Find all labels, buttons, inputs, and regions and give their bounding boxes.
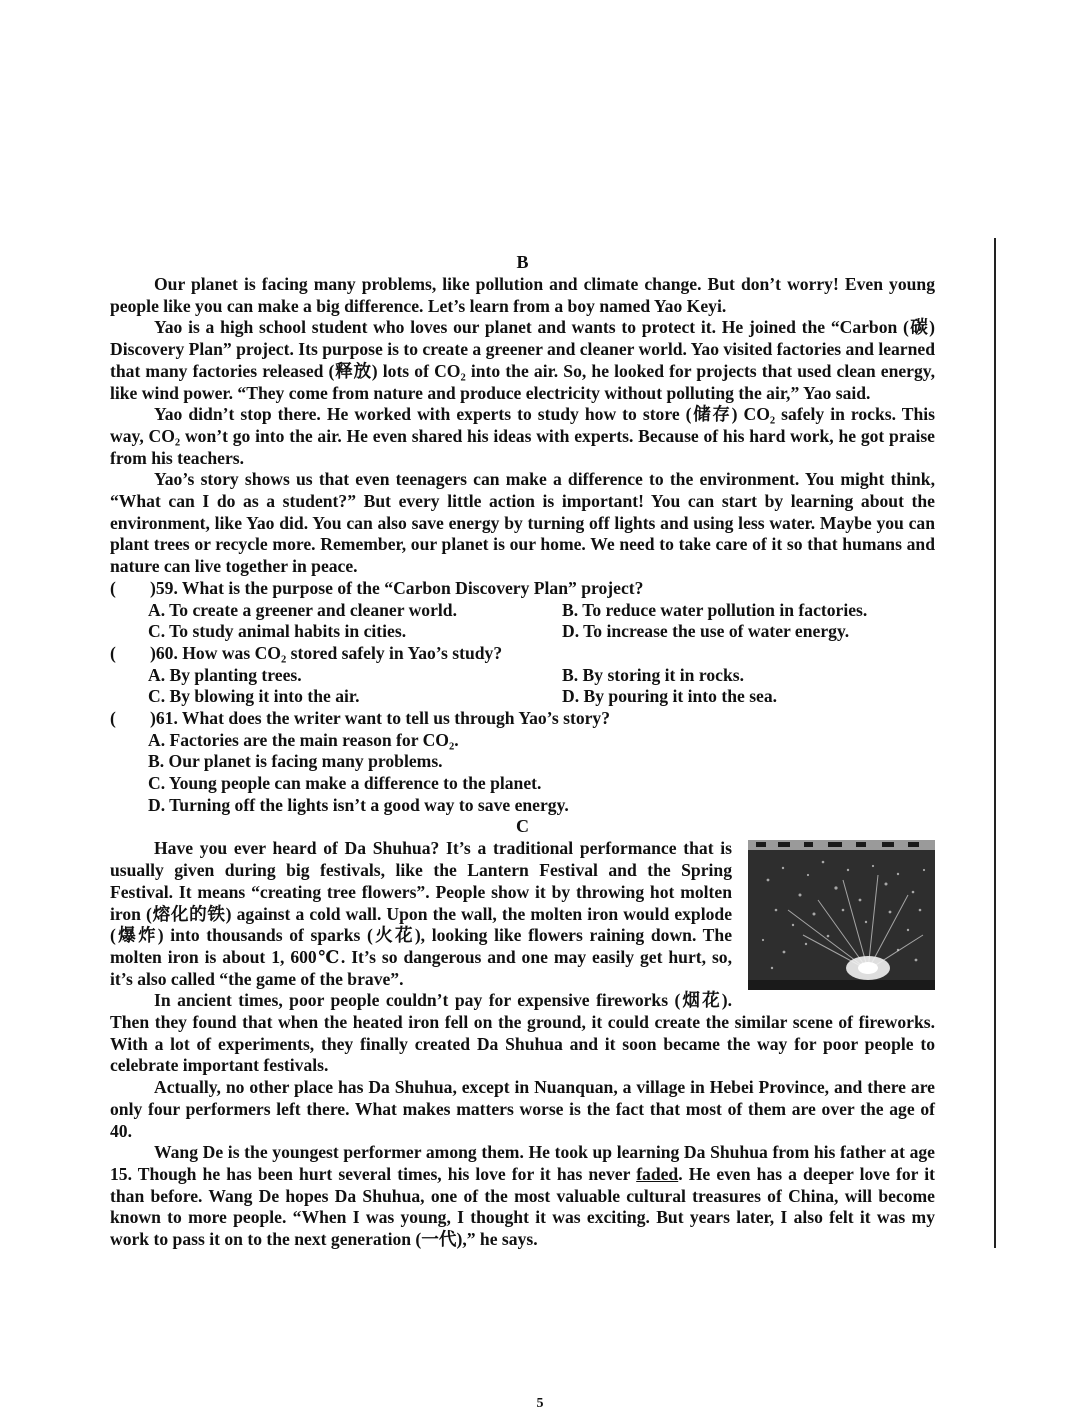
section-c-passage xyxy=(110,838,935,1250)
question-60 xyxy=(110,643,935,665)
section-c-title: C xyxy=(516,816,529,837)
section-b-paragraph-1: Our planet is facing many problems, like pollution and climate change. But don’t worry! Even young people like you can make a big difference. Let’s learn from a boy named Yao Keyi. xyxy=(110,274,935,316)
q61-option-d: D. Turning off the lights isn’t a good way to save energy. xyxy=(148,794,569,815)
exam-page-content xyxy=(110,252,935,1251)
section-c-paragraph-3: Actually, no other place has Da Shuhua, except in Nuanquan, a village in Hebei Province, and there are only four performers left there. What makes matters worse is the fact that most of them are over the age of 40. xyxy=(110,1077,935,1141)
sparks-photo-icon xyxy=(748,840,935,990)
answer-blank[interactable]: ( xyxy=(110,707,116,728)
q61-option-c: C. Young people can make a difference to the planet. xyxy=(148,773,542,794)
section-b-paragraph-4: Yao’s story shows us that even teenagers can make a difference to the environment. You might think, “What can I do as a student?” But every little action is important! You can start by learning about the environment, like Yao did. You can also save energy by turning off lights and using less water. Maybe you can plant trees or recycle more. Remember, our planet is our home. We need to take care of it so that humans and nature can live together in peace. xyxy=(110,469,935,577)
q61-option-b: B. Our planet is facing many problems. xyxy=(148,751,443,772)
section-b-paragraph-3: Yao didn’t stop there. He worked with experts to study how to store (储存) CO₂ safely in rocks. This way, CO₂ won’t go into the air. He even shared his ideas with experts. Because of his hard work, he got praise from his teachers. xyxy=(110,404,935,468)
answer-blank[interactable]: ( xyxy=(110,577,116,598)
question-61 xyxy=(110,708,935,730)
section-b-paragraph-2: Yao is a high school student who loves our planet and wants to protect it. He joined the “Carbon (碳) Discovery Plan” project. Its purpose is to create a greener and cleaner world. Yao visited factories and learned that many factories released (释放) lots of CO₂ into the air. So, he looked for projects that used clean energy, like wind power. “They come from nature and produce electricity without polluting the air,” Yao said. xyxy=(110,317,935,403)
paragraph-4-text-after: . He even has a deeper love for it than before. Wang De hopes Da Shuhua, one of the most valuable cultural treasures of China, will become known to more people. “When I was young, I thought it was exciting. But years later, I also felt it was my work to pass it on to the next generation (一代),” he says. xyxy=(110,1163,935,1250)
q60-option-b: B. By storing it in rocks. xyxy=(562,664,744,685)
q59-option-b: B. To reduce water pollution in factories. xyxy=(562,599,868,620)
question-59-options xyxy=(110,600,935,643)
question-61-options xyxy=(110,730,935,817)
question-60-options xyxy=(110,665,935,708)
q60-option-c: C. By blowing it into the air. xyxy=(148,686,360,707)
q61-option-a: A. Factories are the main reason for CO₂. xyxy=(148,729,459,750)
question-60-stem: )60. How was CO₂ stored safely in Yao’s study? xyxy=(150,642,503,663)
page-number: 5 xyxy=(536,1396,544,1411)
answer-blank[interactable]: ( xyxy=(110,642,116,663)
section-c-paragraph-1: Have you ever heard of Da Shuhua? It’s a traditional performance that is usually given during big festivals, like the Lantern Festival and the Spring Festival. It means “creating tree flowers”. People show it by throwing hot molten iron (熔化的铁) against a cold wall. Upon the wall, the molten iron would explode (爆炸) into thousands of sparks (火花), looking like flowers raining down. The molten iron is about 1, 600℃. It’s so dangerous and one may easily get hurt, so, it’s also called “the game of the brave”. xyxy=(110,838,732,989)
q59-option-c: C. To study animal habits in cities. xyxy=(148,621,407,642)
section-c-paragraph-2: In ancient times, poor people couldn’t pay for expensive fireworks (烟花). Then they found that when the heated iron fell on the ground, it could create the similar scene of fireworks. With a lot of experiments, they finally created Da Shuhua and it soon became the way for poor people to celebrate important festivals. xyxy=(110,990,935,1076)
margin-rule xyxy=(994,238,996,1248)
q60-option-a: A. By planting trees. xyxy=(148,664,302,685)
question-59-stem: )59. What is the purpose of the “Carbon Discovery Plan” project? xyxy=(150,577,644,598)
question-61-stem: )61. What does the writer want to tell us through Yao’s story? xyxy=(150,707,611,728)
q60-option-d: D. By pouring it into the sea. xyxy=(562,686,778,707)
paragraph-4-text-before: Wang De is the youngest performer among them. He took up learning Da Shuhua from his father at age 15. Though he has been hurt several times, his love for it has never xyxy=(110,1142,935,1184)
question-59 xyxy=(110,578,935,600)
q59-option-a: A. To create a greener and cleaner world. xyxy=(148,599,457,620)
underlined-word-faded: faded xyxy=(636,1163,679,1184)
section-c-paragraph-4 xyxy=(110,1142,935,1251)
q59-option-d: D. To increase the use of water energy. xyxy=(562,621,850,642)
section-b-title: B xyxy=(516,252,529,272)
